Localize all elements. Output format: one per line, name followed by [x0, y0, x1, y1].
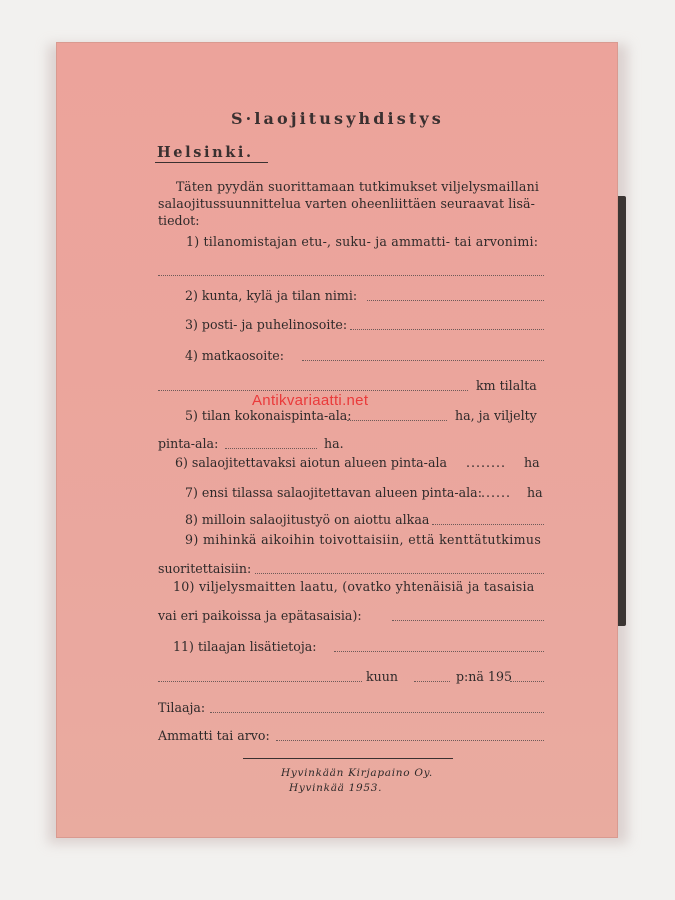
field-1-label: 1) tilanomistajan etu-, suku- ja ammatti- tai arvonimi:: [186, 234, 539, 249]
printer-place-year: Hyvinkää 1953.: [289, 782, 383, 794]
field-1-entry-line: [158, 275, 544, 276]
field-7-label: 7) ensi tilassa salaojitettavan alueen pinta-ala:: [185, 485, 482, 500]
field-3-label: 3) posti- ja puhelinosoite:: [185, 317, 348, 332]
intro-line-3: tiedot:: [158, 213, 200, 228]
field-5-cultivated-line: [225, 448, 317, 449]
field-4-entry-line: [302, 360, 544, 361]
field-11-entry-line: [334, 651, 544, 652]
field-9-line2-label: suoritettaisiin:: [158, 561, 252, 576]
field-5-label: 5) tilan kokonaispinta-ala:: [185, 408, 352, 423]
profession-line: [276, 740, 544, 741]
field-2-label: 2) kunta, kylä ja tilan nimi:: [185, 288, 358, 303]
field-8-entry-line: [432, 524, 544, 525]
date-place-line: [158, 681, 362, 682]
association-title: S·laojitusyhdistys: [231, 109, 444, 128]
field-6-label: 6) salaojitettavaksi aiotun alueen pinta-ala: [175, 455, 447, 470]
field-11-label: 11) tilaajan lisätietoja:: [173, 639, 317, 654]
field-5-entry-line: [347, 420, 447, 421]
date-day-line: [414, 681, 450, 682]
field-4-distance-line: [158, 390, 468, 391]
field-7-dots: ......: [481, 485, 512, 500]
intro-line-1: Täten pyydän suorittamaan tutkimukset viljelysmaillani: [176, 179, 540, 194]
field-10-entry-line: [392, 620, 544, 621]
field-9-entry-line: [255, 573, 544, 574]
field-5-line2-label: pinta-ala:: [158, 436, 219, 451]
city-underline: [155, 162, 268, 163]
field-4-label: 4) matkaosoite:: [185, 348, 284, 363]
printer-name: Hyvinkään Kirjapaino Oy.: [281, 767, 433, 779]
profession-label: Ammatti tai arvo:: [158, 728, 270, 743]
date-day-word: p:nä 195: [456, 669, 512, 684]
field-10-line2-label: vai eri paikoissa ja epätasaisia):: [158, 608, 362, 623]
date-year-line: [510, 681, 544, 682]
field-3-entry-line: [350, 329, 544, 330]
field-10-label: 10) viljelysmaitten laatu, (ovatko yhtenäisiä ja tasaisia: [173, 579, 535, 594]
watermark: Antikvariaatti.net: [252, 392, 369, 409]
date-month-word: kuun: [366, 669, 398, 684]
field-2-entry-line: [367, 300, 544, 301]
field-6-unit: ha: [524, 455, 540, 470]
field-9-label: 9) mihinkä aikoihin toivottaisiin, että kenttätutkimus: [185, 532, 542, 547]
field-5-unit: ha, ja viljelty: [455, 408, 537, 423]
field-4-unit: km tilalta: [476, 378, 537, 393]
field-6-dots: ........: [466, 455, 507, 470]
printer-rule: [243, 758, 453, 759]
intro-line-2: salaojitussuunnittelua varten oheenliittäen seuraavat lisä-: [158, 196, 536, 211]
orderer-line: [210, 712, 544, 713]
orderer-label: Tilaaja:: [158, 700, 206, 715]
field-7-unit: ha: [527, 485, 543, 500]
city-heading: Helsinki.: [157, 144, 254, 161]
field-5-line2-unit: ha.: [324, 436, 344, 451]
field-8-label: 8) milloin salaojitustyö on aiottu alkaa: [185, 512, 430, 527]
